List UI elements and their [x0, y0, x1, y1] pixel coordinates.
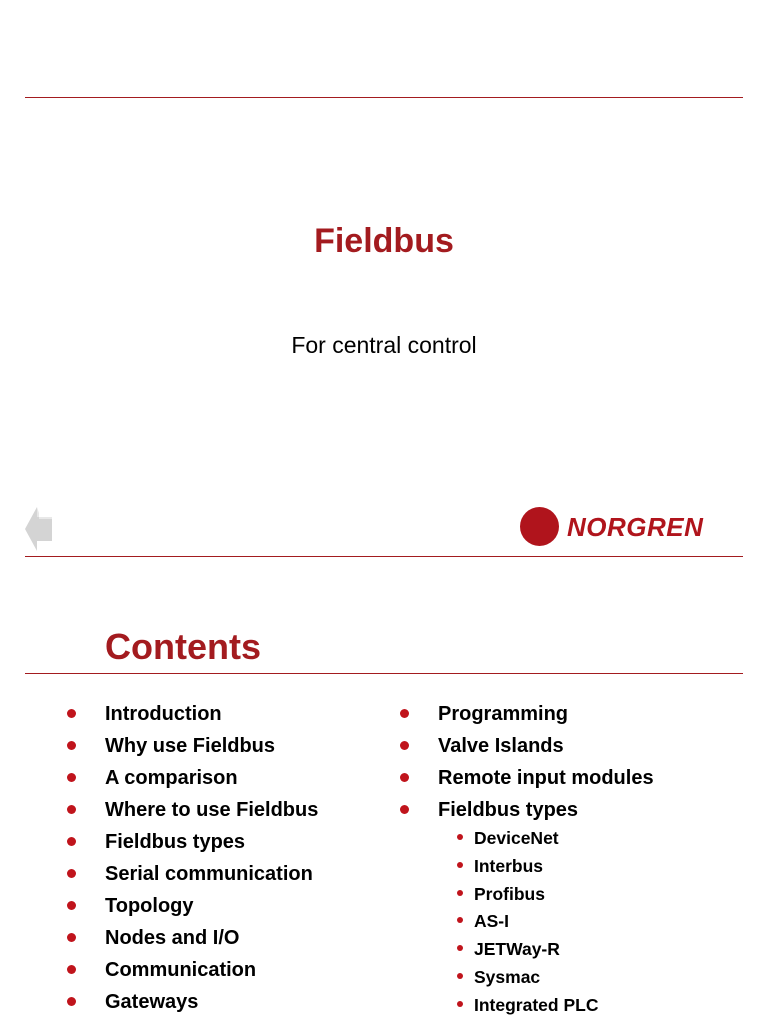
bullet-icon	[67, 965, 76, 974]
top-divider	[25, 97, 743, 98]
bullet-icon	[400, 709, 409, 718]
bullet-icon	[400, 773, 409, 782]
logo-text: NORGREN	[567, 512, 704, 542]
bullet-icon	[457, 834, 463, 840]
bullet-icon	[67, 805, 76, 814]
bullet-icon	[67, 869, 76, 878]
slide-subtitle: For central control	[291, 332, 477, 358]
norgren-logo	[518, 505, 744, 549]
bullet-icon	[457, 973, 463, 979]
slide-divider	[25, 556, 743, 557]
bullet-icon	[457, 890, 463, 896]
contents-divider	[25, 673, 743, 674]
slide-title: Fieldbus	[314, 222, 454, 260]
bullet-icon	[67, 933, 76, 942]
previous-arrow-icon[interactable]	[25, 505, 53, 553]
bullet-icon	[400, 805, 409, 814]
bullet-icon	[457, 862, 463, 868]
contents-heading: Contents	[105, 626, 261, 667]
bullet-icon	[67, 773, 76, 782]
bullet-icon	[67, 901, 76, 910]
bullet-icon	[400, 741, 409, 750]
bullet-icon	[457, 945, 463, 951]
bullet-icon	[457, 1001, 463, 1007]
bullet-icon	[67, 997, 76, 1006]
bullet-icon	[457, 917, 463, 923]
bullet-icon	[67, 741, 76, 750]
bullet-icon	[67, 709, 76, 718]
logo-circle	[520, 507, 559, 546]
bullet-icon	[67, 837, 76, 846]
